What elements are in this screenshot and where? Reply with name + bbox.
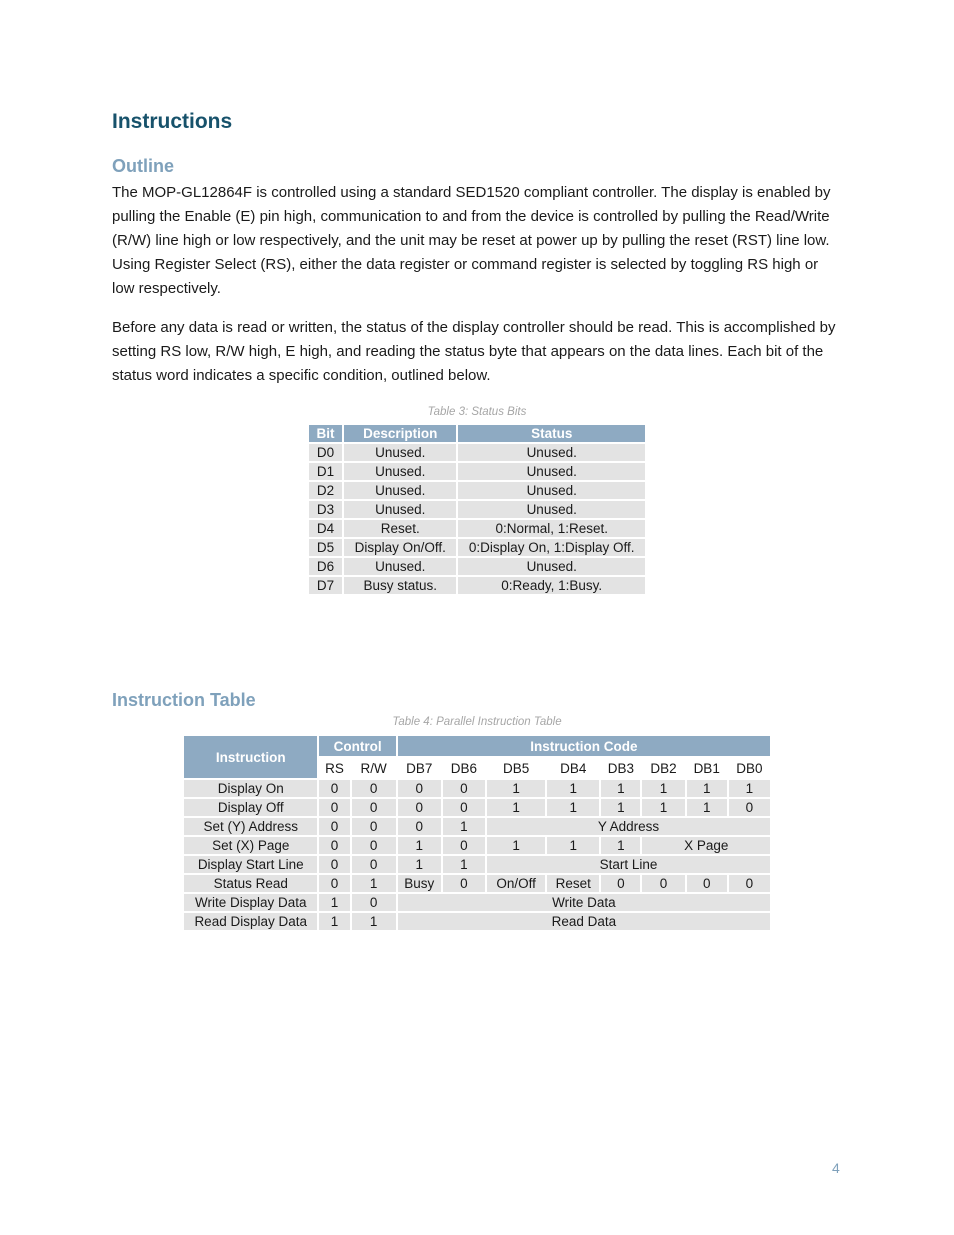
cell: 0 <box>351 798 397 817</box>
cell: 0 <box>397 779 442 798</box>
cell: Busy <box>397 874 442 893</box>
cell: 1 <box>600 779 641 798</box>
subheader-rw: R/W <box>351 757 397 779</box>
cell: Unused. <box>343 481 457 500</box>
cell: 1 <box>486 779 546 798</box>
subheader-db7: DB7 <box>397 757 442 779</box>
instruction-name: Status Read <box>183 874 318 893</box>
cell: 0 <box>397 817 442 836</box>
cell: 1 <box>546 798 600 817</box>
cell: 1 <box>641 798 685 817</box>
header-bit: Bit <box>308 424 343 443</box>
table-row <box>183 779 771 798</box>
parallel-instruction-table <box>182 734 772 932</box>
cell: D3 <box>308 500 343 519</box>
cell: 1 <box>686 798 728 817</box>
subheader-rs: RS <box>318 757 350 779</box>
cell: 0 <box>728 874 771 893</box>
cell: D1 <box>308 462 343 481</box>
cell: 1 <box>600 836 641 855</box>
merged-cell: Read Data <box>397 912 771 931</box>
table-row <box>308 557 646 576</box>
cell: 1 <box>546 779 600 798</box>
cell: 1 <box>351 874 397 893</box>
cell: 0 <box>318 798 350 817</box>
cell: 0 <box>442 874 486 893</box>
cell: 0 <box>442 836 486 855</box>
cell: 1 <box>486 798 546 817</box>
merged-cell: X Page <box>641 836 771 855</box>
cell: 0 <box>600 874 641 893</box>
cell: Unused. <box>457 462 646 481</box>
merged-cell: Write Data <box>397 893 771 912</box>
cell: 0 <box>442 798 486 817</box>
table-row <box>183 817 771 836</box>
cell: 0 <box>686 874 728 893</box>
table-row <box>183 798 771 817</box>
cell: 0:Ready, 1:Busy. <box>457 576 646 595</box>
outline-paragraph-2: Before any data is read or written, the status of the display controller should be read. This is accomplished by setting RS low, R/W high, E high, and reading the status byte that appears on the data lines. Each bit of the status word indicates a specific condition, outlined below. <box>112 319 836 384</box>
instruction-name: Display Start Line <box>183 855 318 874</box>
cell: 0 <box>318 874 350 893</box>
table4-caption: Table 4: Parallel Instruction Table <box>392 716 562 728</box>
instruction-name: Set (Y) Address <box>183 817 318 836</box>
table-row <box>183 912 771 931</box>
merged-cell: Start Line <box>486 855 771 874</box>
cell: Unused. <box>457 500 646 519</box>
header-description: Description <box>343 424 457 443</box>
table-row <box>308 538 646 557</box>
cell: Busy status. <box>343 576 457 595</box>
cell: Unused. <box>343 500 457 519</box>
cell: 0 <box>351 779 397 798</box>
instruction-name: Display Off <box>183 798 318 817</box>
cell: 1 <box>318 912 350 931</box>
subheader-db0: DB0 <box>728 757 771 779</box>
cell: 0 <box>351 817 397 836</box>
header-instruction-code: Instruction Code <box>397 735 771 757</box>
cell: D7 <box>308 576 343 595</box>
page-number: 4 <box>832 1160 840 1176</box>
table-row <box>183 893 771 912</box>
table-row <box>308 443 646 462</box>
cell: D5 <box>308 538 343 557</box>
cell: 1 <box>600 798 641 817</box>
cell: D2 <box>308 481 343 500</box>
cell: D4 <box>308 519 343 538</box>
cell: 0:Display On, 1:Display Off. <box>457 538 646 557</box>
table-row <box>308 576 646 595</box>
table3-caption: Table 3: Status Bits <box>427 406 527 418</box>
header-instruction: Instruction <box>183 735 318 779</box>
cell: D6 <box>308 557 343 576</box>
instruction-name: Display On <box>183 779 318 798</box>
table-row <box>308 481 646 500</box>
table-row <box>308 462 646 481</box>
cell: 0 <box>728 798 771 817</box>
table-header-row <box>183 735 771 757</box>
table-row <box>308 519 646 538</box>
cell: 1 <box>397 836 442 855</box>
cell: Reset <box>546 874 600 893</box>
cell: 1 <box>728 779 771 798</box>
instruction-name: Read Display Data <box>183 912 318 931</box>
cell: 0 <box>351 836 397 855</box>
subheader-db3: DB3 <box>600 757 641 779</box>
instruction-name: Write Display Data <box>183 893 318 912</box>
cell: 0 <box>397 798 442 817</box>
subheader-db4: DB4 <box>546 757 600 779</box>
cell: 1 <box>442 817 486 836</box>
table-row <box>183 874 771 893</box>
table-row <box>183 836 771 855</box>
subheader-db5: DB5 <box>486 757 546 779</box>
cell: 0 <box>318 817 350 836</box>
cell: Unused. <box>343 462 457 481</box>
cell: Unused. <box>343 443 457 462</box>
cell: 0 <box>318 836 350 855</box>
cell: 1 <box>442 855 486 874</box>
cell: 1 <box>641 779 685 798</box>
cell: Unused. <box>457 557 646 576</box>
cell: 0 <box>318 855 350 874</box>
cell: 1 <box>397 855 442 874</box>
instruction-table-heading: Instruction Table <box>112 690 256 710</box>
cell: Unused. <box>457 443 646 462</box>
section-title: Instructions <box>112 110 233 133</box>
table-row <box>183 855 771 874</box>
status-bits-table <box>307 423 647 596</box>
outline-heading: Outline <box>112 156 174 176</box>
outline-paragraph-1: The MOP-GL12864F is controlled using a standard SED1520 compliant controller. The display is enabled by pulling the Enable (E) pin high, communication to and from the device is controlled by pulling the Read/Write (R/W) line high or low respectively, and the unit may be reset at power up by pulling the reset (RST) line low. Using Register Select (RS), either the data register or command register is selected by toggling RS high or low respectively. <box>112 184 831 297</box>
cell: 1 <box>351 912 397 931</box>
instruction-name: Set (X) Page <box>183 836 318 855</box>
table-row <box>308 500 646 519</box>
cell: 0 <box>641 874 685 893</box>
cell: 1 <box>486 836 546 855</box>
cell: Display On/Off. <box>343 538 457 557</box>
cell: 0:Normal, 1:Reset. <box>457 519 646 538</box>
subheader-db2: DB2 <box>641 757 685 779</box>
cell: On/Off <box>486 874 546 893</box>
cell: 0 <box>351 893 397 912</box>
header-status: Status <box>457 424 646 443</box>
cell: 0 <box>318 779 350 798</box>
cell: D0 <box>308 443 343 462</box>
cell: 1 <box>318 893 350 912</box>
header-control: Control <box>318 735 396 757</box>
subheader-db1: DB1 <box>686 757 728 779</box>
merged-cell: Y Address <box>486 817 771 836</box>
subheader-db6: DB6 <box>442 757 486 779</box>
table-header-row <box>308 424 646 443</box>
cell: 1 <box>546 836 600 855</box>
cell: 0 <box>351 855 397 874</box>
cell: Unused. <box>457 481 646 500</box>
cell: 0 <box>442 779 486 798</box>
cell: 1 <box>686 779 728 798</box>
cell: Unused. <box>343 557 457 576</box>
cell: Reset. <box>343 519 457 538</box>
